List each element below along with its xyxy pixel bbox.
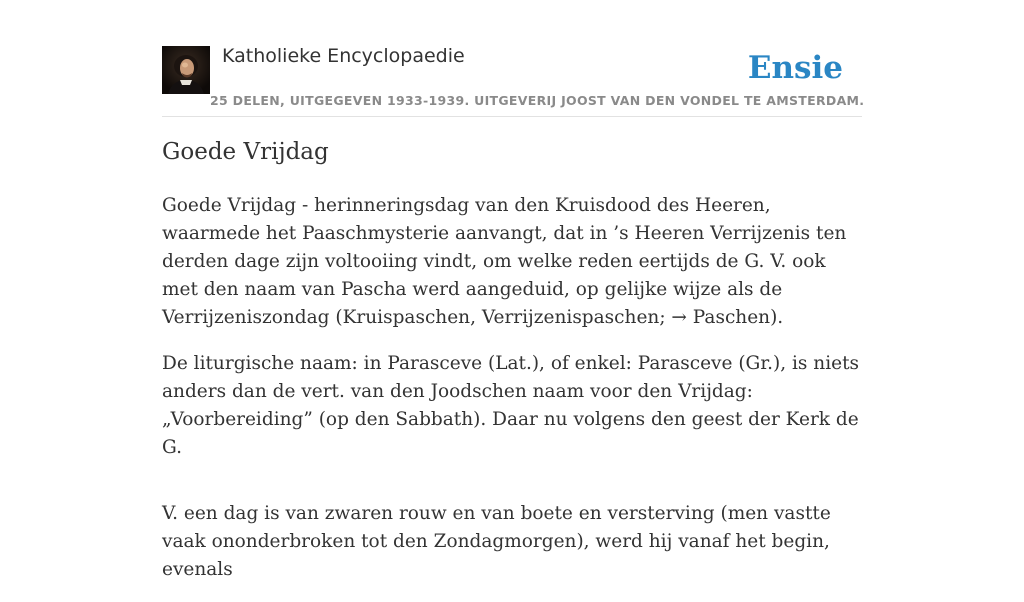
source-meta: 25 DELEN, UITGEGEVEN 1933-1939. UITGEVERIJ JOOST VAN DEN VONDEL TE AMSTERDAM. (210, 93, 865, 108)
source-header (162, 40, 865, 117)
article-paragraph: V. een dag is van zwaren rouw en van boete en versterving (men vastte vaak ononderbroken tot den Zondagmorgen), werd hij vanaf het begin, evenals (162, 503, 831, 580)
portrait-icon (162, 46, 210, 94)
article-title: Goede Vrijdag (162, 139, 329, 165)
avatar[interactable] (162, 46, 210, 94)
article-body (162, 192, 862, 602)
site-logo[interactable]: Ensie (747, 50, 843, 86)
source-title[interactable]: Katholieke Encyclopaedie (222, 45, 465, 67)
article-paragraph: Goede Vrijdag - herinneringsdag van den Kruisdood des Heeren, waarmede het Paaschmysterie aanvangt, dat in ’s Heeren Verrijzenis ten derden dage zijn voltooiing vindt, om welke reden eertijds de G. V. ook met den naam van Pascha werd aangeduid, op gelijke wijze als de Verrijzeniszondag (Kruispaschen, Verrijzenispaschen; → Paschen). (162, 195, 847, 328)
article-paragraph: De liturgische naam: in Parasceve (Lat.), of enkel: Parasceve (Gr.), is niets anders dan de vert. van den Joodschen naam voor den Vrijdag: „Voorbereiding” (op den Sabbath). Daar nu volgens den geest der Kerk de G. (162, 353, 860, 458)
